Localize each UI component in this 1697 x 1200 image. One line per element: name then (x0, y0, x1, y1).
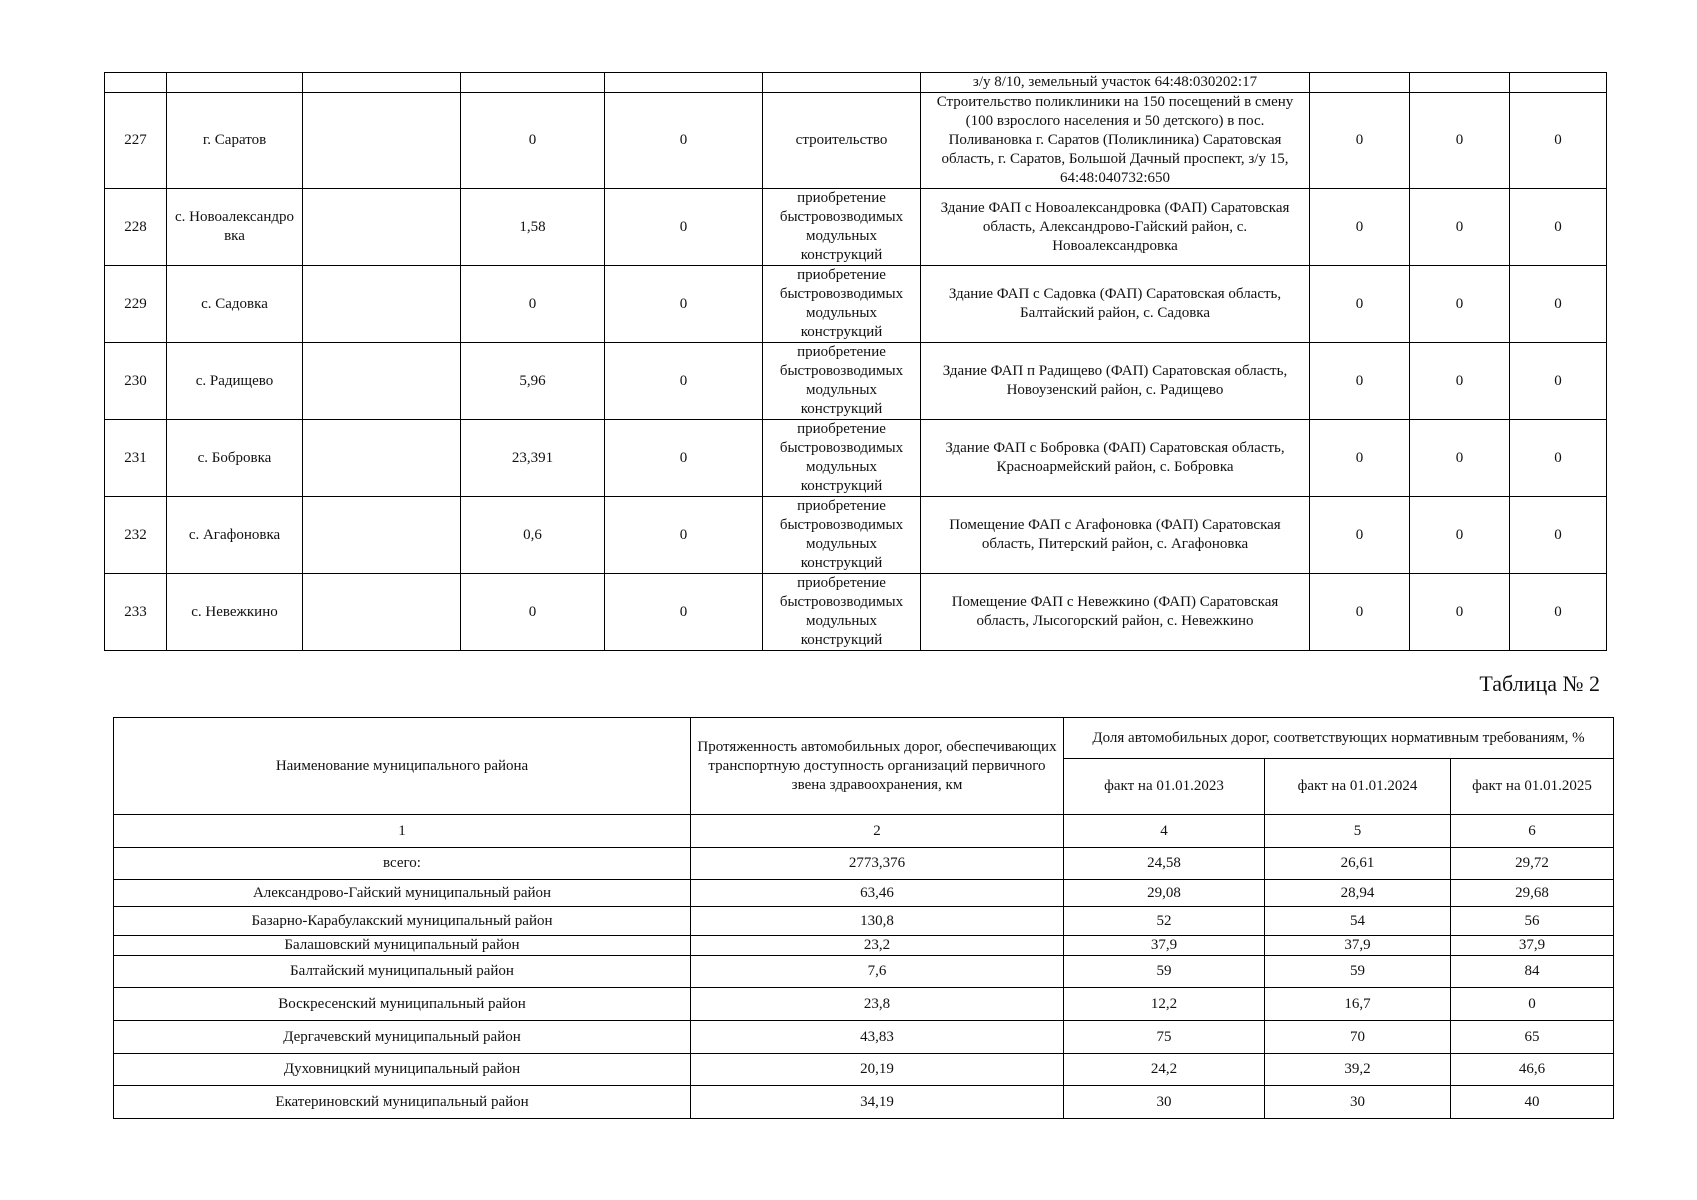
settlement-cell: с. Агафоновка (167, 497, 303, 574)
table-row (105, 266, 1607, 343)
table-row (105, 420, 1607, 497)
district-name: Базарно-Карабулакский муниципальный район (114, 907, 691, 936)
table-row (114, 1086, 1614, 1119)
empty-cell (303, 497, 461, 574)
object-cell: Здание ФАП с Новоалександровка (ФАП) Саратовская область, Александрово-Гайский район, с. Новоалександровка (921, 189, 1310, 266)
share-2023: 24,58 (1064, 848, 1265, 880)
share-2025: 46,6 (1451, 1054, 1614, 1086)
column-number-row (114, 815, 1614, 848)
table-row (114, 1021, 1614, 1054)
object-cell: Помещение ФАП с Невежкино (ФАП) Саратовская область, Лысогорский район, с. Невежкино (921, 574, 1310, 651)
value-cell: 0 (1510, 189, 1607, 266)
value-cell: 0 (1310, 574, 1410, 651)
share-2024: 26,61 (1265, 848, 1451, 880)
row-number: 228 (105, 189, 167, 266)
share-2023: 37,9 (1064, 936, 1265, 956)
header-fact-2024: факт на 01.01.2024 (1265, 759, 1451, 815)
activity-cell: приобретение быстровозводимых модульных конструкций (763, 189, 921, 266)
header-fact-2025: факт на 01.01.2025 (1451, 759, 1614, 815)
value-cell: 23,391 (461, 420, 605, 497)
row-number: 229 (105, 266, 167, 343)
table-row (105, 497, 1607, 574)
column-number: 6 (1451, 815, 1614, 848)
header-fact-2023: факт на 01.01.2023 (1064, 759, 1265, 815)
value-cell: 0 (461, 266, 605, 343)
object-cell: Здание ФАП п Радищево (ФАП) Саратовская область, Новоузенский район, с. Радищево (921, 343, 1310, 420)
table-row (105, 189, 1607, 266)
value-cell: 0 (1310, 497, 1410, 574)
road-length: 23,8 (691, 988, 1064, 1021)
share-2024: 30 (1265, 1086, 1451, 1119)
value-cell: 0 (1510, 420, 1607, 497)
value-cell: 0 (1310, 93, 1410, 189)
activity-cell: приобретение быстровозводимых модульных конструкций (763, 497, 921, 574)
share-2023: 52 (1064, 907, 1265, 936)
value-cell: 0 (1410, 93, 1510, 189)
object-cell: Помещение ФАП с Агафоновка (ФАП) Саратовская область, Питерский район, с. Агафоновка (921, 497, 1310, 574)
table-row (105, 93, 1607, 189)
value-cell: 0 (605, 497, 763, 574)
value-cell: 0 (1410, 420, 1510, 497)
share-2024: 28,94 (1265, 880, 1451, 907)
value-cell: 0 (605, 574, 763, 651)
settlement-cell: с. Бобровка (167, 420, 303, 497)
value-cell: 0 (1410, 189, 1510, 266)
share-2023: 29,08 (1064, 880, 1265, 907)
column-number: 4 (1064, 815, 1265, 848)
header-row (114, 718, 1614, 759)
share-2025: 37,9 (1451, 936, 1614, 956)
road-length: 20,19 (691, 1054, 1064, 1086)
column-number: 2 (691, 815, 1064, 848)
row-number: 227 (105, 93, 167, 189)
investment-objects-table (104, 72, 1607, 651)
table-row (114, 848, 1614, 880)
table-row (114, 988, 1614, 1021)
activity-cell: приобретение быстровозводимых модульных конструкций (763, 574, 921, 651)
value-cell: 0 (1510, 574, 1607, 651)
share-2025: 29,72 (1451, 848, 1614, 880)
value-cell: 0 (605, 266, 763, 343)
road-length: 43,83 (691, 1021, 1064, 1054)
district-name: Екатериновский муниципальный район (114, 1086, 691, 1119)
value-cell: 0 (1410, 497, 1510, 574)
empty-cell (303, 574, 461, 651)
object-cell: Здание ФАП с Бобровка (ФАП) Саратовская область, Красноармейский район, с. Бобровка (921, 420, 1310, 497)
settlement-cell: с. Невежкино (167, 574, 303, 651)
column-number: 1 (114, 815, 691, 848)
share-2023: 30 (1064, 1086, 1265, 1119)
row-number: 230 (105, 343, 167, 420)
table-row (105, 343, 1607, 420)
activity-cell: приобретение быстровозводимых модульных конструкций (763, 266, 921, 343)
value-cell: 0 (1510, 343, 1607, 420)
value-cell: 1,58 (461, 189, 605, 266)
row-number: 232 (105, 497, 167, 574)
table-row (114, 1054, 1614, 1086)
value-cell: 0 (1410, 574, 1510, 651)
column-number: 5 (1265, 815, 1451, 848)
empty-cell (303, 189, 461, 266)
share-2025: 65 (1451, 1021, 1614, 1054)
table-row (114, 880, 1614, 907)
activity-cell: приобретение быстровозводимых модульных конструкций (763, 343, 921, 420)
value-cell: 0 (1310, 189, 1410, 266)
road-length: 23,2 (691, 936, 1064, 956)
district-name: Балтайский муниципальный район (114, 956, 691, 988)
roads-share-table (113, 717, 1614, 1119)
value-cell: 0 (605, 420, 763, 497)
value-cell: 0 (1410, 266, 1510, 343)
activity-cell: приобретение быстровозводимых модульных конструкций (763, 420, 921, 497)
empty-cell (303, 93, 461, 189)
value-cell: 0 (1510, 266, 1607, 343)
row-number: 231 (105, 420, 167, 497)
share-2025: 29,68 (1451, 880, 1614, 907)
share-2023: 12,2 (1064, 988, 1265, 1021)
empty-cell (303, 343, 461, 420)
table-row (114, 956, 1614, 988)
row-number: 233 (105, 574, 167, 651)
share-2024: 39,2 (1265, 1054, 1451, 1086)
district-name: Воскресенский муниципальный район (114, 988, 691, 1021)
share-2025: 40 (1451, 1086, 1614, 1119)
settlement-cell: с. Новоалександро вка (167, 189, 303, 266)
value-cell: 0 (605, 93, 763, 189)
object-cell: з/у 8/10, земельный участок 64:48:030202:17 (921, 73, 1310, 93)
header-length: Протяженность автомобильных дорог, обеспечивающих транспортную доступность организаций первичного звена здравоохранения, км (691, 718, 1064, 815)
empty-cell (303, 420, 461, 497)
share-2025: 0 (1451, 988, 1614, 1021)
activity-cell: строительство (763, 93, 921, 189)
value-cell: 0 (1310, 343, 1410, 420)
road-length: 130,8 (691, 907, 1064, 936)
settlement-cell: с. Садовка (167, 266, 303, 343)
object-cell: Здание ФАП с Садовка (ФАП) Саратовская область, Балтайский район, с. Садовка (921, 266, 1310, 343)
settlement-cell: г. Саратов (167, 93, 303, 189)
value-cell: 5,96 (461, 343, 605, 420)
share-2024: 54 (1265, 907, 1451, 936)
value-cell: 0,6 (461, 497, 605, 574)
share-2024: 37,9 (1265, 936, 1451, 956)
value-cell: 0 (461, 574, 605, 651)
value-cell: 0 (1410, 343, 1510, 420)
header-name: Наименование муниципального района (114, 718, 691, 815)
district-name: всего: (114, 848, 691, 880)
header-share: Доля автомобильных дорог, соответствующих нормативным требованиям, % (1064, 718, 1614, 759)
value-cell: 0 (1310, 420, 1410, 497)
road-length: 63,46 (691, 880, 1064, 907)
share-2023: 24,2 (1064, 1054, 1265, 1086)
share-2024: 59 (1265, 956, 1451, 988)
road-length: 34,19 (691, 1086, 1064, 1119)
table-row (105, 73, 1607, 93)
share-2025: 84 (1451, 956, 1614, 988)
share-2024: 16,7 (1265, 988, 1451, 1021)
road-length: 2773,376 (691, 848, 1064, 880)
share-2023: 59 (1064, 956, 1265, 988)
settlement-cell: с. Радищево (167, 343, 303, 420)
district-name: Духовницкий муниципальный район (114, 1054, 691, 1086)
district-name: Александрово-Гайский муниципальный район (114, 880, 691, 907)
value-cell: 0 (605, 189, 763, 266)
value-cell: 0 (1310, 266, 1410, 343)
share-2023: 75 (1064, 1021, 1265, 1054)
table-row (114, 907, 1614, 936)
share-2025: 56 (1451, 907, 1614, 936)
table-row (114, 936, 1614, 956)
district-name: Дергачевский муниципальный район (114, 1021, 691, 1054)
empty-cell (303, 266, 461, 343)
table-title: Таблица № 2 (1479, 671, 1600, 696)
table-row (105, 574, 1607, 651)
value-cell: 0 (1510, 93, 1607, 189)
value-cell: 0 (461, 93, 605, 189)
road-length: 7,6 (691, 956, 1064, 988)
district-name: Балашовский муниципальный район (114, 936, 691, 956)
object-cell: Строительство поликлиники на 150 посещений в смену (100 взрослого населения и 50 детского) в пос. Поливановка г. Саратов (Поликлиника) Саратовская область, г. Саратов, Большой Дачный проспект, з/у 15, 64:48:040732:650 (921, 93, 1310, 189)
value-cell: 0 (605, 343, 763, 420)
share-2024: 70 (1265, 1021, 1451, 1054)
value-cell: 0 (1510, 497, 1607, 574)
